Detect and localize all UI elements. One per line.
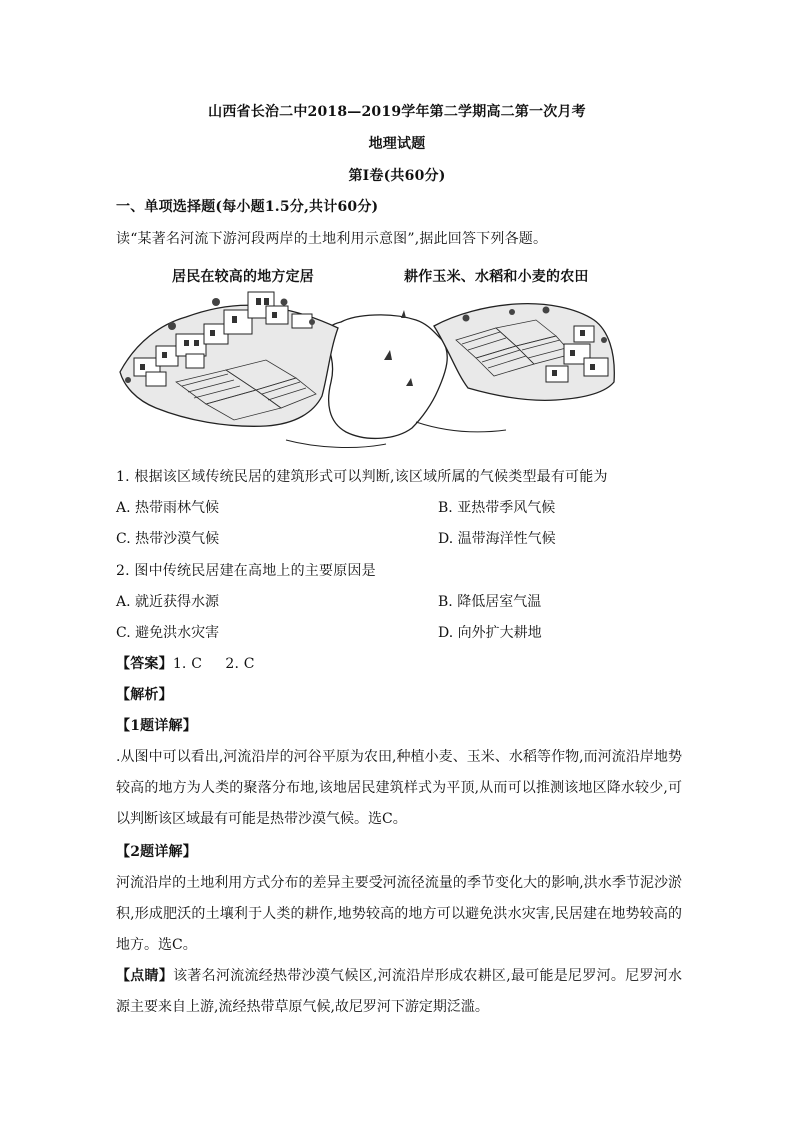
answer-text: 1. C 2. C — [172, 656, 255, 672]
q2-detail-label: 【2题详解】 — [116, 844, 197, 860]
section-heading: 一、单项选择题(每小题1.5分,共计60分) — [116, 199, 379, 215]
land-use-illustration — [116, 262, 618, 452]
question-1-option-b: B. 亚热带季风气候 — [438, 500, 556, 516]
figure-label-farmland: 耕作玉米、水稻和小麦的农田 — [404, 269, 589, 285]
exam-title: 山西省长治二中2018—2019学年第二学期高二第一次月考 — [208, 104, 586, 120]
answer-line — [116, 654, 255, 674]
note-text: 该著名河流流经热带沙漠气候区,河流沿岸形成农耕区,最可能是尼罗河。尼罗河水源主要来自上游,流经热带草原气候,故尼罗河下游定期泛滥。 — [116, 968, 682, 1015]
question-2-option-a: A. 就近获得水源 — [116, 594, 220, 610]
answer-label: 【答案】 — [116, 656, 173, 672]
question-1-option-a: A. 热带雨林气候 — [116, 500, 220, 516]
question-1-stem: 1. 根据该区域传统民居的建筑形式可以判断,该区域所属的气候类型最有可能为 — [116, 469, 608, 485]
q2-detail-text: 河流沿岸的土地利用方式分布的差异主要受河流径流量的季节变化大的影响,洪水季节泥沙淤积,形成肥沃的土壤利于人类的耕作,地势较高的地方可以避免洪水灾害,民居建在地势较高的地方。选C。 — [116, 875, 682, 953]
note-paragraph — [116, 961, 682, 1023]
volume-heading: 第Ⅰ卷(共60分) — [348, 168, 446, 184]
question-2-option-c: C. 避免洪水灾害 — [116, 625, 220, 641]
question-2-option-b: B. 降低居室气温 — [438, 594, 542, 610]
question-2-stem: 2. 图中传统民居建在高地上的主要原因是 — [116, 563, 376, 579]
question-1-option-c: C. 热带沙漠气候 — [116, 531, 220, 547]
section-intro: 读“某著名河流下游河段两岸的土地利用示意图”,据此回答下列各题。 — [116, 231, 548, 247]
q1-detail-label: 【1题详解】 — [116, 718, 197, 734]
q1-detail-text: .从图中可以看出,河流沿岸的河谷平原为农田,种植小麦、玉米、水稻等作物,而河流沿岸地势较高的地方为人类的聚落分布地,该地居民建筑样式为平顶,从而可以推测该地区降水较少,可以判断该区域最有可能是热带沙漠气候。选C。 — [116, 749, 682, 827]
note-label: 【点睛】 — [116, 968, 174, 984]
land-use-drawing — [116, 262, 618, 452]
question-2-option-d: D. 向外扩大耕地 — [438, 625, 542, 641]
question-1-option-d: D. 温带海洋性气候 — [438, 531, 556, 547]
figure-label-settlement: 居民在较高的地方定居 — [172, 269, 314, 285]
exam-subtitle: 地理试题 — [368, 136, 426, 152]
analysis-label: 【解析】 — [116, 687, 173, 703]
